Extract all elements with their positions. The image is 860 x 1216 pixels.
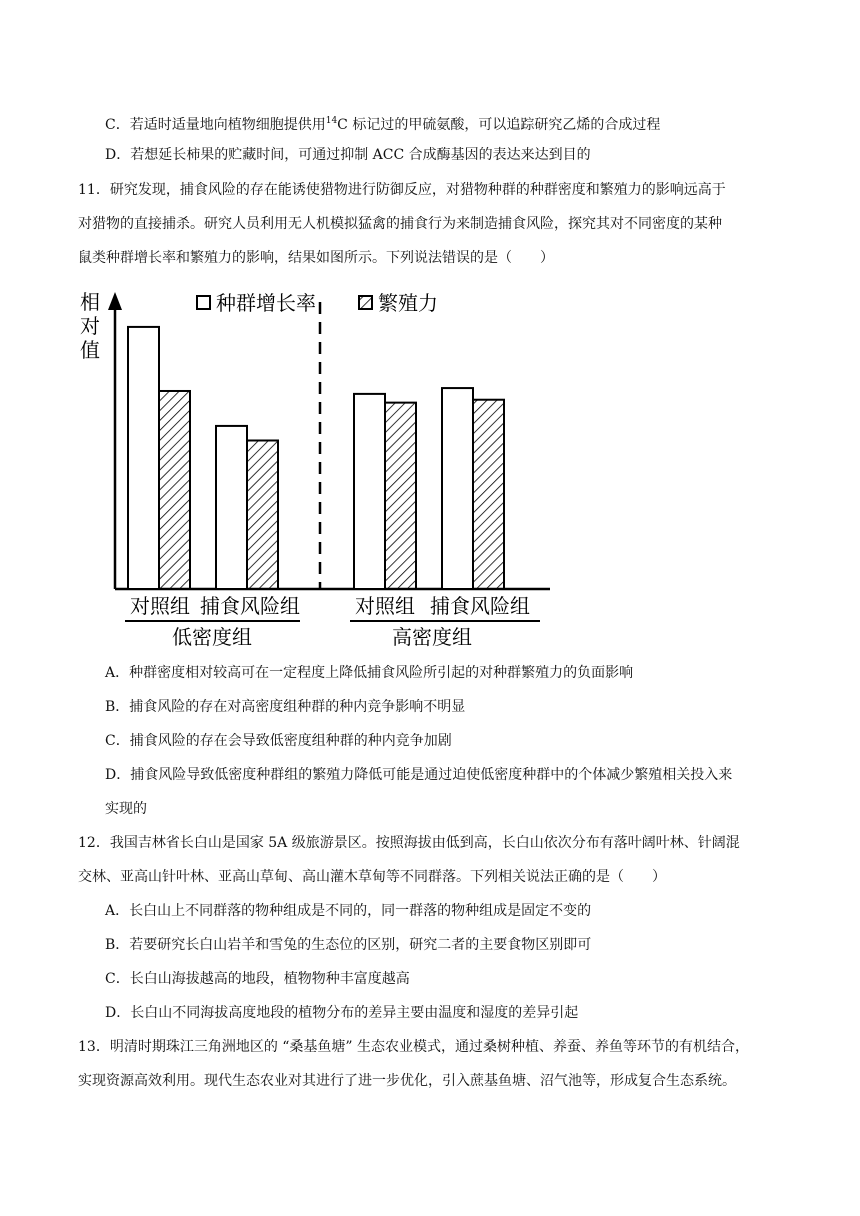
group-label-low: 低密度组: [172, 625, 252, 649]
question-11-line3: 鼠类种群增长率和繁殖力的影响，结果如图所示。下列说法错误的是（ ）: [78, 250, 554, 266]
bar-fertility: [473, 400, 504, 589]
question-13-line1: 13．明清时期珠江三角洲地区的 “桑基鱼塘” 生态农业模式，通过桑树种植、养蚕、养鱼等环节的有机结合，: [78, 1039, 750, 1055]
x-tick-label: 捕食风险组: [200, 594, 300, 618]
bar-fertility: [247, 440, 278, 589]
y-axis-label: 对: [80, 314, 100, 338]
superscript: 14: [325, 116, 338, 126]
option-c-q11: C．捕食风险的存在会导致低密度组种群的种内竞争加剧: [105, 733, 452, 749]
y-axis-label: 相: [80, 290, 100, 314]
legend-swatch-hollow: [197, 296, 210, 309]
x-tick-label: 对照组: [130, 594, 190, 618]
option-d-q10: D．若想延长柿果的贮藏时间，可通过抑制 ACC 合成酶基因的表达来达到目的: [105, 147, 591, 163]
option-d-q12: D．长白山不同海拔高度地段的植物分布的差异主要由温度和湿度的差异引起: [105, 1005, 579, 1021]
x-tick-label: 对照组: [355, 594, 415, 618]
bar-growth-rate: [354, 394, 385, 589]
legend-swatch-hatched: [359, 296, 372, 309]
y-axis-label: 值: [80, 338, 100, 362]
option-c-q12: C．长白山海拔越高的地段，植物物种丰富度越高: [105, 971, 410, 987]
question-11-line1: 11．研究发现，捕食风险的存在能诱使猎物进行防御反应，对猎物种群的种群密度和繁殖力的影响远高于: [78, 182, 726, 198]
bar-growth-rate: [128, 327, 159, 589]
legend-label-series-2: 繁殖力: [378, 291, 438, 315]
option-b-q11: B．捕食风险的存在对高密度组种群的种内竞争影响不明显: [105, 699, 466, 715]
bar-fertility: [159, 391, 190, 589]
option-d-q11-line1: D．捕食风险导致低密度种群组的繁殖力降低可能是通过迫使低密度种群中的个体减少繁殖相关投入来: [105, 767, 733, 783]
option-text: C．若适时适量地向植物细胞提供用: [105, 117, 326, 133]
group-label-high: 高密度组: [392, 625, 472, 649]
option-c-q10: [105, 111, 660, 135]
option-a-q11: A．种群密度相对较高可在一定程度上降低捕食风险所引起的对种群繁殖力的负面影响: [105, 665, 634, 681]
y-axis-arrow: [108, 292, 122, 310]
option-a-q12: A．长白山上不同群落的物种组成是不同的，同一群落的物种组成是固定不变的: [105, 903, 592, 919]
question-13-line2: 实现资源高效利用。现代生态农业对其进行了进一步优化，引入蔗基鱼塘、沼气池等，形成复合生态系统。: [78, 1073, 736, 1089]
bar-fertility: [385, 403, 416, 589]
option-d-q11-line2: 实现的: [105, 801, 147, 817]
option-b-q12: B．若要研究长白山岩羊和雪兔的生态位的区别，研究二者的主要食物区别即可: [105, 937, 592, 953]
bar-growth-rate: [216, 426, 247, 589]
question-12-line2: 交林、亚高山针叶林、亚高山草甸、高山灌木草甸等不同群落。下列相关说法正确的是（ ）: [78, 869, 666, 885]
question-12-line1: 12．我国吉林省长白山是国家 5A 级旅游景区。按照海拔由低到高，长白山依次分布有落叶阔叶林、针阔混: [78, 835, 740, 851]
option-text-rest: C 标记过的甲硫氨酸，可以追踪研究乙烯的合成过程: [337, 117, 661, 133]
bar-chart: [70, 282, 570, 652]
question-11-line2: 对猎物的直接捕杀。研究人员利用无人机模拟猛禽的捕食行为来制造捕食风险，探究其对不同密度的某种: [78, 216, 722, 232]
legend-label-series-1: 种群增长率: [216, 291, 316, 315]
x-tick-label: 捕食风险组: [430, 594, 530, 618]
bar-growth-rate: [442, 388, 473, 589]
